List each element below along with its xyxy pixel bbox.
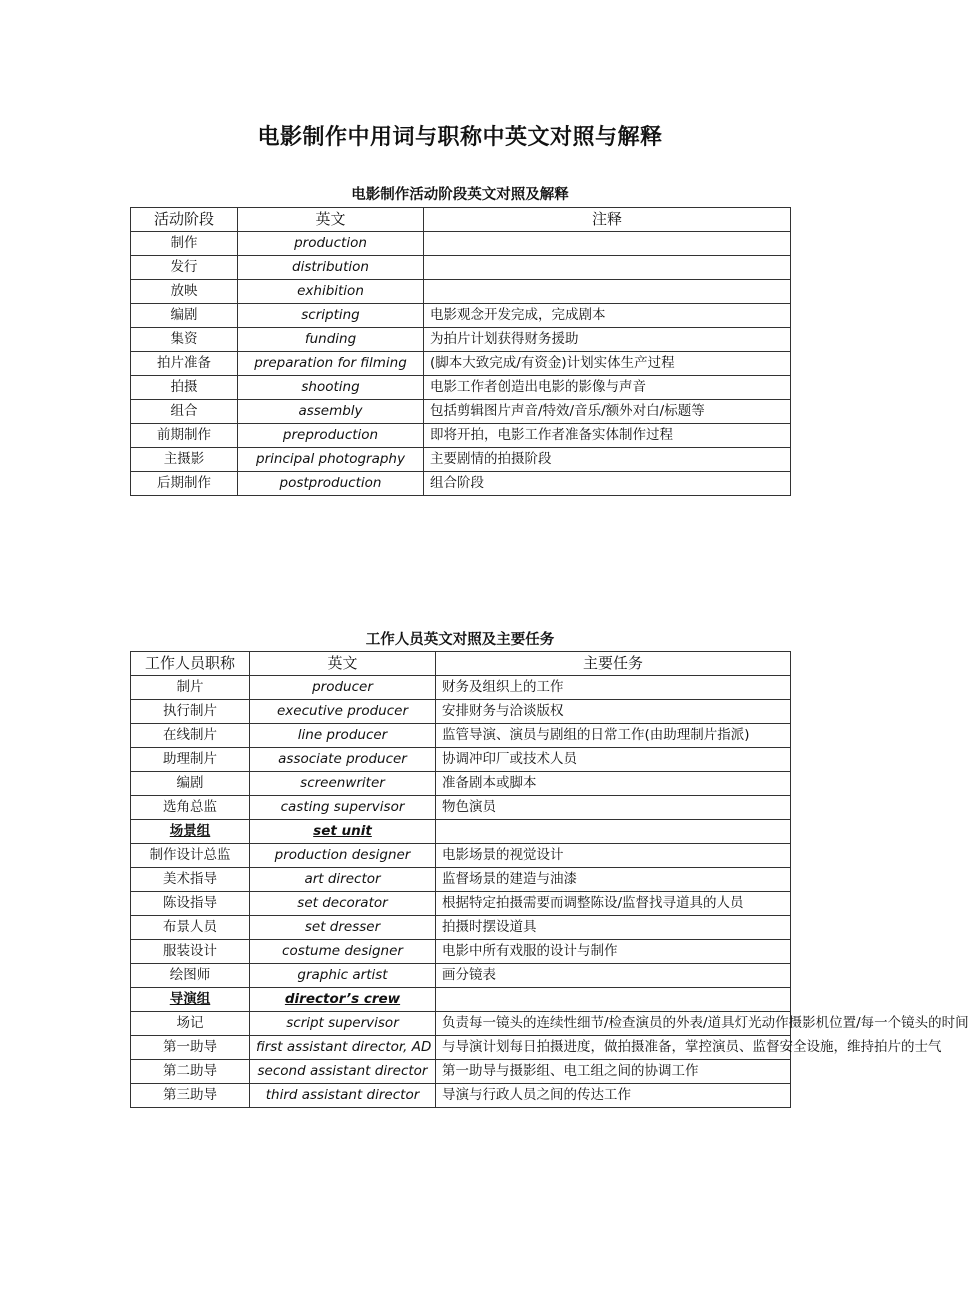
cell-note: 画分镜表 bbox=[436, 964, 791, 988]
cell-zh: 前期制作 bbox=[131, 424, 238, 448]
cell-note: 与导演计划每日拍摄进度，做拍摄准备，掌控演员、监督安全设施，维持拍片的士气 bbox=[436, 1036, 791, 1060]
table-row bbox=[131, 472, 791, 496]
table-row bbox=[131, 748, 791, 772]
cell-en: casting supervisor bbox=[250, 796, 436, 820]
table-row bbox=[131, 280, 791, 304]
document-title: 电影制作中用词与职称中英文对照与解释 bbox=[257, 125, 663, 150]
header-english: 英文 bbox=[250, 652, 436, 676]
cell-note: 监管导演、演员与剧组的日常工作(由助理制片指派) bbox=[436, 724, 791, 748]
cell-en: distribution bbox=[238, 256, 424, 280]
cell-zh: 服装设计 bbox=[131, 940, 250, 964]
cell-zh: 拍片准备 bbox=[131, 352, 238, 376]
staff-table bbox=[130, 651, 969, 1108]
cell-en: screenwriter bbox=[250, 772, 436, 796]
cell-zh: 发行 bbox=[131, 256, 238, 280]
cell-note: 第一助导与摄影组、电工组之间的协调工作 bbox=[436, 1060, 791, 1084]
cell-zh: 第三助导 bbox=[131, 1084, 250, 1108]
cell-en: assembly bbox=[238, 400, 424, 424]
table-row bbox=[131, 352, 791, 376]
table-row bbox=[131, 940, 791, 964]
cell-en: preparation for filming bbox=[238, 352, 424, 376]
stages-table bbox=[130, 207, 791, 496]
table-row bbox=[131, 424, 791, 448]
cell-zh: 制作 bbox=[131, 232, 238, 256]
cell-note bbox=[424, 256, 791, 280]
cell-en: scripting bbox=[238, 304, 424, 328]
cell-note: 组合阶段 bbox=[424, 472, 791, 496]
cell-en: art director bbox=[250, 868, 436, 892]
cell-note: 安排财务与洽谈版权 bbox=[436, 700, 791, 724]
header-task: 主要任务 bbox=[436, 652, 791, 676]
cell-zh: 放映 bbox=[131, 280, 238, 304]
cell-note: 监督场景的建造与油漆 bbox=[436, 868, 791, 892]
cell-zh: 执行制片 bbox=[131, 700, 250, 724]
cell-en: first assistant director, AD bbox=[250, 1036, 436, 1060]
cell-zh: 编剧 bbox=[131, 772, 250, 796]
cell-en: second assistant director bbox=[250, 1060, 436, 1084]
cell-note: 电影观念开发完成，完成剧本 bbox=[424, 304, 791, 328]
table-row bbox=[131, 916, 791, 940]
cell-en: costume designer bbox=[250, 940, 436, 964]
cell-zh: 美术指导 bbox=[131, 868, 250, 892]
table-row bbox=[131, 796, 791, 820]
cell-note bbox=[436, 820, 791, 844]
cell-en: postproduction bbox=[238, 472, 424, 496]
cell-en: production designer bbox=[250, 844, 436, 868]
cell-en: preproduction bbox=[238, 424, 424, 448]
cell-note: 协调冲印厂或技术人员 bbox=[436, 748, 791, 772]
cell-en: associate producer bbox=[250, 748, 436, 772]
table-row bbox=[131, 1036, 791, 1060]
table-row bbox=[131, 400, 791, 424]
group-header-row bbox=[131, 820, 791, 844]
cell-note: 电影中所有戏服的设计与制作 bbox=[436, 940, 791, 964]
table-row bbox=[131, 964, 791, 988]
cell-zh: 制作设计总监 bbox=[131, 844, 250, 868]
cell-zh: 导演组 bbox=[131, 988, 250, 1012]
cell-note: 拍摄时摆设道具 bbox=[436, 916, 791, 940]
table-row bbox=[131, 724, 791, 748]
table-row bbox=[131, 1012, 791, 1036]
cell-zh: 集资 bbox=[131, 328, 238, 352]
header-title: 工作人员职称 bbox=[131, 652, 250, 676]
table-row bbox=[131, 700, 791, 724]
table-row bbox=[131, 256, 791, 280]
cell-note: 物色演员 bbox=[436, 796, 791, 820]
header-stage: 活动阶段 bbox=[131, 208, 238, 232]
table-row bbox=[131, 868, 791, 892]
cell-en: script supervisor bbox=[250, 1012, 436, 1036]
cell-zh: 第一助导 bbox=[131, 1036, 250, 1060]
cell-note: 准备剧本或脚本 bbox=[436, 772, 791, 796]
cell-note: 负责每一镜头的连续性细节/检查演员的外表/道具灯光动作摄影机位置/每一个镜头的时间 bbox=[436, 1012, 791, 1036]
cell-zh: 拍摄 bbox=[131, 376, 238, 400]
table-row bbox=[131, 844, 791, 868]
cell-note: (脚本大致完成/有资金)计划实体生产过程 bbox=[424, 352, 791, 376]
header-note: 注释 bbox=[424, 208, 791, 232]
cell-en: exhibition bbox=[238, 280, 424, 304]
cell-en: set dresser bbox=[250, 916, 436, 940]
cell-zh: 选角总监 bbox=[131, 796, 250, 820]
cell-en: line producer bbox=[250, 724, 436, 748]
cell-note bbox=[424, 232, 791, 256]
table-row bbox=[131, 892, 791, 916]
table-header-row bbox=[131, 208, 791, 232]
cell-en: production bbox=[238, 232, 424, 256]
cell-zh: 场景组 bbox=[131, 820, 250, 844]
cell-note bbox=[436, 988, 791, 1012]
table-row bbox=[131, 328, 791, 352]
cell-en: shooting bbox=[238, 376, 424, 400]
table-row bbox=[131, 232, 791, 256]
cell-zh: 助理制片 bbox=[131, 748, 250, 772]
table-row bbox=[131, 1060, 791, 1084]
cell-note: 电影工作者创造出电影的影像与声音 bbox=[424, 376, 791, 400]
cell-en: executive producer bbox=[250, 700, 436, 724]
table-header-row bbox=[131, 652, 791, 676]
cell-en: director’s crew bbox=[250, 988, 436, 1012]
cell-zh: 布景人员 bbox=[131, 916, 250, 940]
cell-zh: 第二助导 bbox=[131, 1060, 250, 1084]
cell-zh: 后期制作 bbox=[131, 472, 238, 496]
cell-en: producer bbox=[250, 676, 436, 700]
cell-zh: 场记 bbox=[131, 1012, 250, 1036]
stages-table-caption: 电影制作活动阶段英文对照及解释 bbox=[351, 187, 569, 203]
cell-note bbox=[424, 280, 791, 304]
cell-note: 为拍片计划获得财务援助 bbox=[424, 328, 791, 352]
table-row bbox=[131, 676, 791, 700]
table-row bbox=[131, 304, 791, 328]
table-row bbox=[131, 448, 791, 472]
cell-en: third assistant director bbox=[250, 1084, 436, 1108]
cell-note: 电影场景的视觉设计 bbox=[436, 844, 791, 868]
cell-note: 导演与行政人员之间的传达工作 bbox=[436, 1084, 791, 1108]
cell-note: 即将开拍，电影工作者准备实体制作过程 bbox=[424, 424, 791, 448]
cell-zh: 编剧 bbox=[131, 304, 238, 328]
cell-zh: 在线制片 bbox=[131, 724, 250, 748]
cell-zh: 制片 bbox=[131, 676, 250, 700]
cell-en: graphic artist bbox=[250, 964, 436, 988]
staff-table-caption: 工作人员英文对照及主要任务 bbox=[365, 632, 555, 648]
cell-note: 根据特定拍摄需要而调整陈设/监督找寻道具的人员 bbox=[436, 892, 791, 916]
cell-note: 包括剪辑图片声音/特效/音乐/额外对白/标题等 bbox=[424, 400, 791, 424]
cell-note: 主要剧情的拍摄阶段 bbox=[424, 448, 791, 472]
group-header-row bbox=[131, 988, 791, 1012]
header-english: 英文 bbox=[238, 208, 424, 232]
cell-en: set decorator bbox=[250, 892, 436, 916]
table-row bbox=[131, 1084, 791, 1108]
cell-note: 财务及组织上的工作 bbox=[436, 676, 791, 700]
cell-zh: 组合 bbox=[131, 400, 238, 424]
cell-zh: 绘图师 bbox=[131, 964, 250, 988]
cell-zh: 陈设指导 bbox=[131, 892, 250, 916]
cell-en: principal photography bbox=[238, 448, 424, 472]
cell-zh: 主摄影 bbox=[131, 448, 238, 472]
table-row bbox=[131, 772, 791, 796]
cell-en: set unit bbox=[250, 820, 436, 844]
cell-en: funding bbox=[238, 328, 424, 352]
table-row bbox=[131, 376, 791, 400]
